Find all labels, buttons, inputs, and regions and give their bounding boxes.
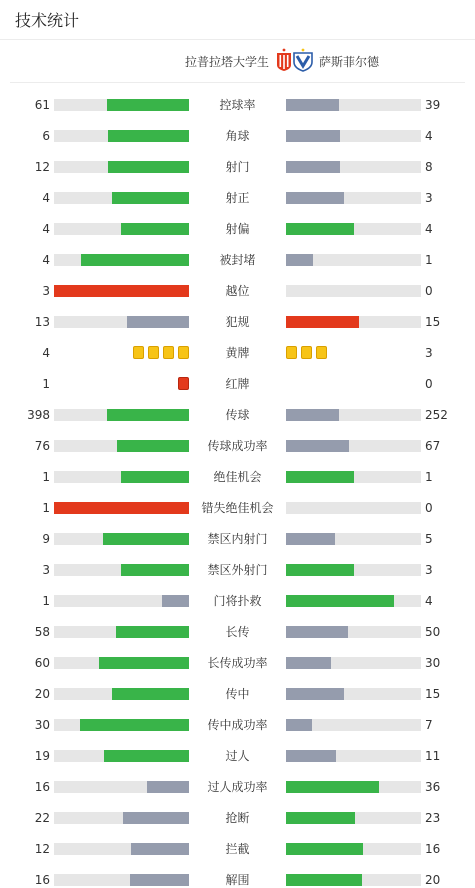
stat-row bbox=[0, 252, 475, 268]
home-bar-track bbox=[54, 657, 189, 669]
home-bar-track bbox=[54, 533, 189, 545]
away-value: 4 bbox=[425, 129, 433, 143]
yellow-card-icon bbox=[316, 346, 327, 359]
away-bar-track bbox=[286, 316, 421, 328]
away-bar-track bbox=[286, 595, 421, 607]
home-bar-fill bbox=[123, 812, 189, 824]
stat-row bbox=[0, 593, 475, 609]
home-value: 9 bbox=[42, 532, 50, 546]
away-bar-fill bbox=[286, 874, 362, 886]
stat-label: 过人 bbox=[225, 749, 250, 763]
stat-label: 传球 bbox=[225, 408, 250, 422]
away-team[interactable] bbox=[293, 40, 379, 82]
away-value: 252 bbox=[425, 408, 448, 422]
away-value: 16 bbox=[425, 842, 441, 856]
home-value: 12 bbox=[34, 160, 50, 174]
stat-label: 传中 bbox=[225, 687, 250, 701]
stat-row bbox=[0, 531, 475, 547]
home-bar-track bbox=[54, 99, 189, 111]
away-bar-track bbox=[286, 843, 421, 855]
away-bar-track bbox=[286, 254, 421, 266]
away-bar-track bbox=[286, 285, 421, 297]
away-bar-track bbox=[286, 657, 421, 669]
home-value: 60 bbox=[34, 656, 50, 670]
away-value: 30 bbox=[425, 656, 441, 670]
stat-label: 拦截 bbox=[225, 842, 250, 856]
stat-row bbox=[0, 376, 475, 392]
stat-label: 红牌 bbox=[225, 377, 250, 391]
home-bar-track bbox=[54, 595, 189, 607]
yellow-card-icon bbox=[286, 346, 297, 359]
yellow-card-icon bbox=[133, 346, 144, 359]
home-value: 4 bbox=[42, 191, 50, 205]
home-bar-fill bbox=[117, 440, 189, 452]
home-value: 16 bbox=[34, 780, 50, 794]
home-bar-fill bbox=[121, 223, 189, 235]
stat-label: 过人成功率 bbox=[207, 780, 268, 794]
away-bar-fill bbox=[286, 99, 339, 111]
home-value: 4 bbox=[42, 346, 50, 360]
away-value: 4 bbox=[425, 594, 433, 608]
away-bar-track bbox=[286, 471, 421, 483]
home-bar-track bbox=[54, 471, 189, 483]
away-value: 8 bbox=[425, 160, 433, 174]
stat-label: 被封堵 bbox=[219, 253, 256, 267]
home-value: 30 bbox=[34, 718, 50, 732]
away-bar-track bbox=[286, 161, 421, 173]
stat-row bbox=[0, 562, 475, 578]
home-bar-fill bbox=[112, 688, 189, 700]
yellow-card-icon bbox=[178, 346, 189, 359]
home-bar-fill bbox=[112, 192, 189, 204]
away-bar-track bbox=[286, 781, 421, 793]
home-bar-fill bbox=[108, 130, 189, 142]
away-value: 0 bbox=[425, 377, 433, 391]
away-bar-track bbox=[286, 874, 421, 886]
home-bar-track bbox=[54, 192, 189, 204]
home-bar-track bbox=[54, 874, 189, 886]
home-bar-fill bbox=[54, 285, 189, 297]
home-bar-track bbox=[54, 254, 189, 266]
stat-row bbox=[0, 655, 475, 671]
away-bar-fill bbox=[286, 843, 363, 855]
stat-label: 长传 bbox=[225, 625, 250, 639]
stat-row bbox=[0, 872, 475, 888]
away-bar-fill bbox=[286, 781, 379, 793]
home-bar-fill bbox=[81, 254, 189, 266]
home-bar-track bbox=[54, 564, 189, 576]
stat-row bbox=[0, 841, 475, 857]
home-value: 1 bbox=[42, 470, 50, 484]
home-bar-track bbox=[54, 750, 189, 762]
home-bar-fill bbox=[121, 564, 189, 576]
stat-label: 禁区内射门 bbox=[207, 532, 268, 546]
home-bar-fill bbox=[103, 533, 189, 545]
away-bar-fill bbox=[286, 409, 339, 421]
away-value: 23 bbox=[425, 811, 441, 825]
home-value: 1 bbox=[42, 594, 50, 608]
estudiantes-crest-icon bbox=[276, 48, 292, 75]
home-team[interactable] bbox=[185, 40, 292, 82]
stat-label: 角球 bbox=[225, 129, 250, 143]
home-bar-track bbox=[54, 285, 189, 297]
away-bar-fill bbox=[286, 657, 331, 669]
stat-row bbox=[0, 159, 475, 175]
home-bar-track bbox=[54, 440, 189, 452]
home-value: 1 bbox=[42, 377, 50, 391]
home-bar-fill bbox=[104, 750, 189, 762]
home-value: 22 bbox=[34, 811, 50, 825]
yellow-card-icon bbox=[148, 346, 159, 359]
away-bar-track bbox=[286, 750, 421, 762]
stat-row bbox=[0, 407, 475, 423]
stat-label: 门将扑救 bbox=[213, 594, 262, 608]
home-bar-fill bbox=[107, 99, 189, 111]
stat-label: 长传成功率 bbox=[207, 656, 268, 670]
home-bar-track bbox=[54, 812, 189, 824]
home-bar-track bbox=[54, 502, 189, 514]
away-bar-fill bbox=[286, 688, 344, 700]
stat-row bbox=[0, 779, 475, 795]
away-value: 39 bbox=[425, 98, 441, 112]
teams-header bbox=[10, 40, 465, 83]
away-bar-fill bbox=[286, 564, 354, 576]
away-value: 3 bbox=[425, 563, 433, 577]
away-value: 5 bbox=[425, 532, 433, 546]
home-bar-track bbox=[54, 781, 189, 793]
home-cards bbox=[178, 377, 189, 391]
away-bar-track bbox=[286, 533, 421, 545]
away-value: 36 bbox=[425, 780, 441, 794]
home-bar-fill bbox=[99, 657, 189, 669]
stat-row bbox=[0, 717, 475, 733]
away-bar-fill bbox=[286, 254, 313, 266]
away-value: 0 bbox=[425, 284, 433, 298]
home-bar-track bbox=[54, 223, 189, 235]
home-bar-track bbox=[54, 409, 189, 421]
away-cards bbox=[286, 346, 327, 360]
away-bar-track bbox=[286, 130, 421, 142]
stat-row bbox=[0, 190, 475, 206]
away-bar-track bbox=[286, 409, 421, 421]
stat-label: 犯规 bbox=[225, 315, 250, 329]
home-team-name: 拉普拉塔大学生 bbox=[184, 54, 269, 69]
home-bar-track bbox=[54, 719, 189, 731]
away-bar-fill bbox=[286, 719, 312, 731]
away-bar-fill bbox=[286, 192, 344, 204]
stat-row bbox=[0, 128, 475, 144]
home-bar-track bbox=[54, 316, 189, 328]
away-bar-track bbox=[286, 192, 421, 204]
away-value: 1 bbox=[425, 253, 433, 267]
home-bar-fill bbox=[116, 626, 189, 638]
stat-label: 射正 bbox=[225, 191, 250, 205]
away-value: 50 bbox=[425, 625, 441, 639]
away-team-name: 萨斯菲尔德 bbox=[319, 54, 380, 69]
home-value: 4 bbox=[42, 253, 50, 267]
stat-row bbox=[0, 438, 475, 454]
stat-row bbox=[0, 97, 475, 113]
home-bar-fill bbox=[131, 843, 189, 855]
away-bar-track bbox=[286, 99, 421, 111]
stat-row bbox=[0, 221, 475, 237]
home-cards bbox=[133, 346, 189, 360]
away-bar-fill bbox=[286, 130, 340, 142]
stat-label: 传球成功率 bbox=[207, 439, 268, 453]
home-value: 3 bbox=[42, 284, 50, 298]
home-bar-fill bbox=[147, 781, 189, 793]
stat-row bbox=[0, 500, 475, 516]
home-value: 61 bbox=[34, 98, 50, 112]
stat-row bbox=[0, 686, 475, 702]
away-value: 7 bbox=[425, 718, 433, 732]
stat-label: 射偏 bbox=[225, 222, 250, 236]
stat-label: 错失绝佳机会 bbox=[201, 501, 274, 515]
away-value: 15 bbox=[425, 687, 441, 701]
away-value: 67 bbox=[425, 439, 441, 453]
home-value: 13 bbox=[34, 315, 50, 329]
away-bar-track bbox=[286, 688, 421, 700]
away-value: 15 bbox=[425, 315, 441, 329]
home-value: 4 bbox=[42, 222, 50, 236]
away-bar-fill bbox=[286, 812, 355, 824]
stat-label: 抢断 bbox=[225, 811, 250, 825]
page-title-bar bbox=[0, 0, 475, 40]
home-value: 6 bbox=[42, 129, 50, 143]
away-bar-track bbox=[286, 223, 421, 235]
away-value: 1 bbox=[425, 470, 433, 484]
home-bar-fill bbox=[108, 161, 189, 173]
home-value: 12 bbox=[34, 842, 50, 856]
home-value: 20 bbox=[34, 687, 50, 701]
away-bar-track bbox=[286, 719, 421, 731]
velez-crest-icon bbox=[293, 48, 313, 75]
home-bar-fill bbox=[107, 409, 189, 421]
home-value: 3 bbox=[42, 563, 50, 577]
stat-label: 绝佳机会 bbox=[213, 470, 262, 484]
away-bar-fill bbox=[286, 533, 335, 545]
away-value: 3 bbox=[425, 191, 433, 205]
away-bar-fill bbox=[286, 750, 336, 762]
away-bar-fill bbox=[286, 626, 348, 638]
home-bar-fill bbox=[127, 316, 189, 328]
home-bar-fill bbox=[130, 874, 189, 886]
stat-label: 禁区外射门 bbox=[207, 563, 268, 577]
stat-row bbox=[0, 469, 475, 485]
home-bar-track bbox=[54, 843, 189, 855]
away-value: 4 bbox=[425, 222, 433, 236]
home-bar-fill bbox=[162, 595, 189, 607]
away-bar-track bbox=[286, 440, 421, 452]
stat-row bbox=[0, 345, 475, 361]
home-bar-track bbox=[54, 626, 189, 638]
away-bar-fill bbox=[286, 471, 354, 483]
away-bar-track bbox=[286, 626, 421, 638]
home-bar-fill bbox=[80, 719, 189, 731]
away-bar-fill bbox=[286, 440, 349, 452]
away-bar-track bbox=[286, 502, 421, 514]
stat-row bbox=[0, 810, 475, 826]
home-bar-fill bbox=[121, 471, 189, 483]
stat-label: 黄牌 bbox=[225, 346, 250, 360]
away-value: 20 bbox=[425, 873, 441, 887]
home-bar-track bbox=[54, 130, 189, 142]
stat-label: 解围 bbox=[225, 873, 250, 887]
stat-row bbox=[0, 283, 475, 299]
away-value: 11 bbox=[425, 749, 441, 763]
home-value: 16 bbox=[34, 873, 50, 887]
page-title: 技术统计 bbox=[15, 11, 80, 30]
away-bar-fill bbox=[286, 223, 354, 235]
home-bar-fill bbox=[54, 502, 189, 514]
yellow-card-icon bbox=[301, 346, 312, 359]
away-bar-fill bbox=[286, 316, 359, 328]
home-bar-track bbox=[54, 161, 189, 173]
stat-row bbox=[0, 314, 475, 330]
home-value: 58 bbox=[34, 625, 50, 639]
stat-row bbox=[0, 624, 475, 640]
stat-label: 越位 bbox=[225, 284, 250, 298]
away-bar-fill bbox=[286, 161, 340, 173]
home-bar-track bbox=[54, 688, 189, 700]
away-value: 3 bbox=[425, 346, 433, 360]
home-value: 1 bbox=[42, 501, 50, 515]
away-bar-track bbox=[286, 564, 421, 576]
stat-row bbox=[0, 748, 475, 764]
stat-label: 控球率 bbox=[219, 98, 256, 112]
home-value: 76 bbox=[34, 439, 50, 453]
stat-label: 射门 bbox=[225, 160, 250, 174]
home-value: 19 bbox=[34, 749, 50, 763]
red-card-icon bbox=[178, 377, 189, 390]
yellow-card-icon bbox=[163, 346, 174, 359]
away-bar-fill bbox=[286, 595, 394, 607]
away-value: 0 bbox=[425, 501, 433, 515]
away-bar-track bbox=[286, 812, 421, 824]
stat-label: 传中成功率 bbox=[207, 718, 268, 732]
home-value: 398 bbox=[27, 408, 50, 422]
